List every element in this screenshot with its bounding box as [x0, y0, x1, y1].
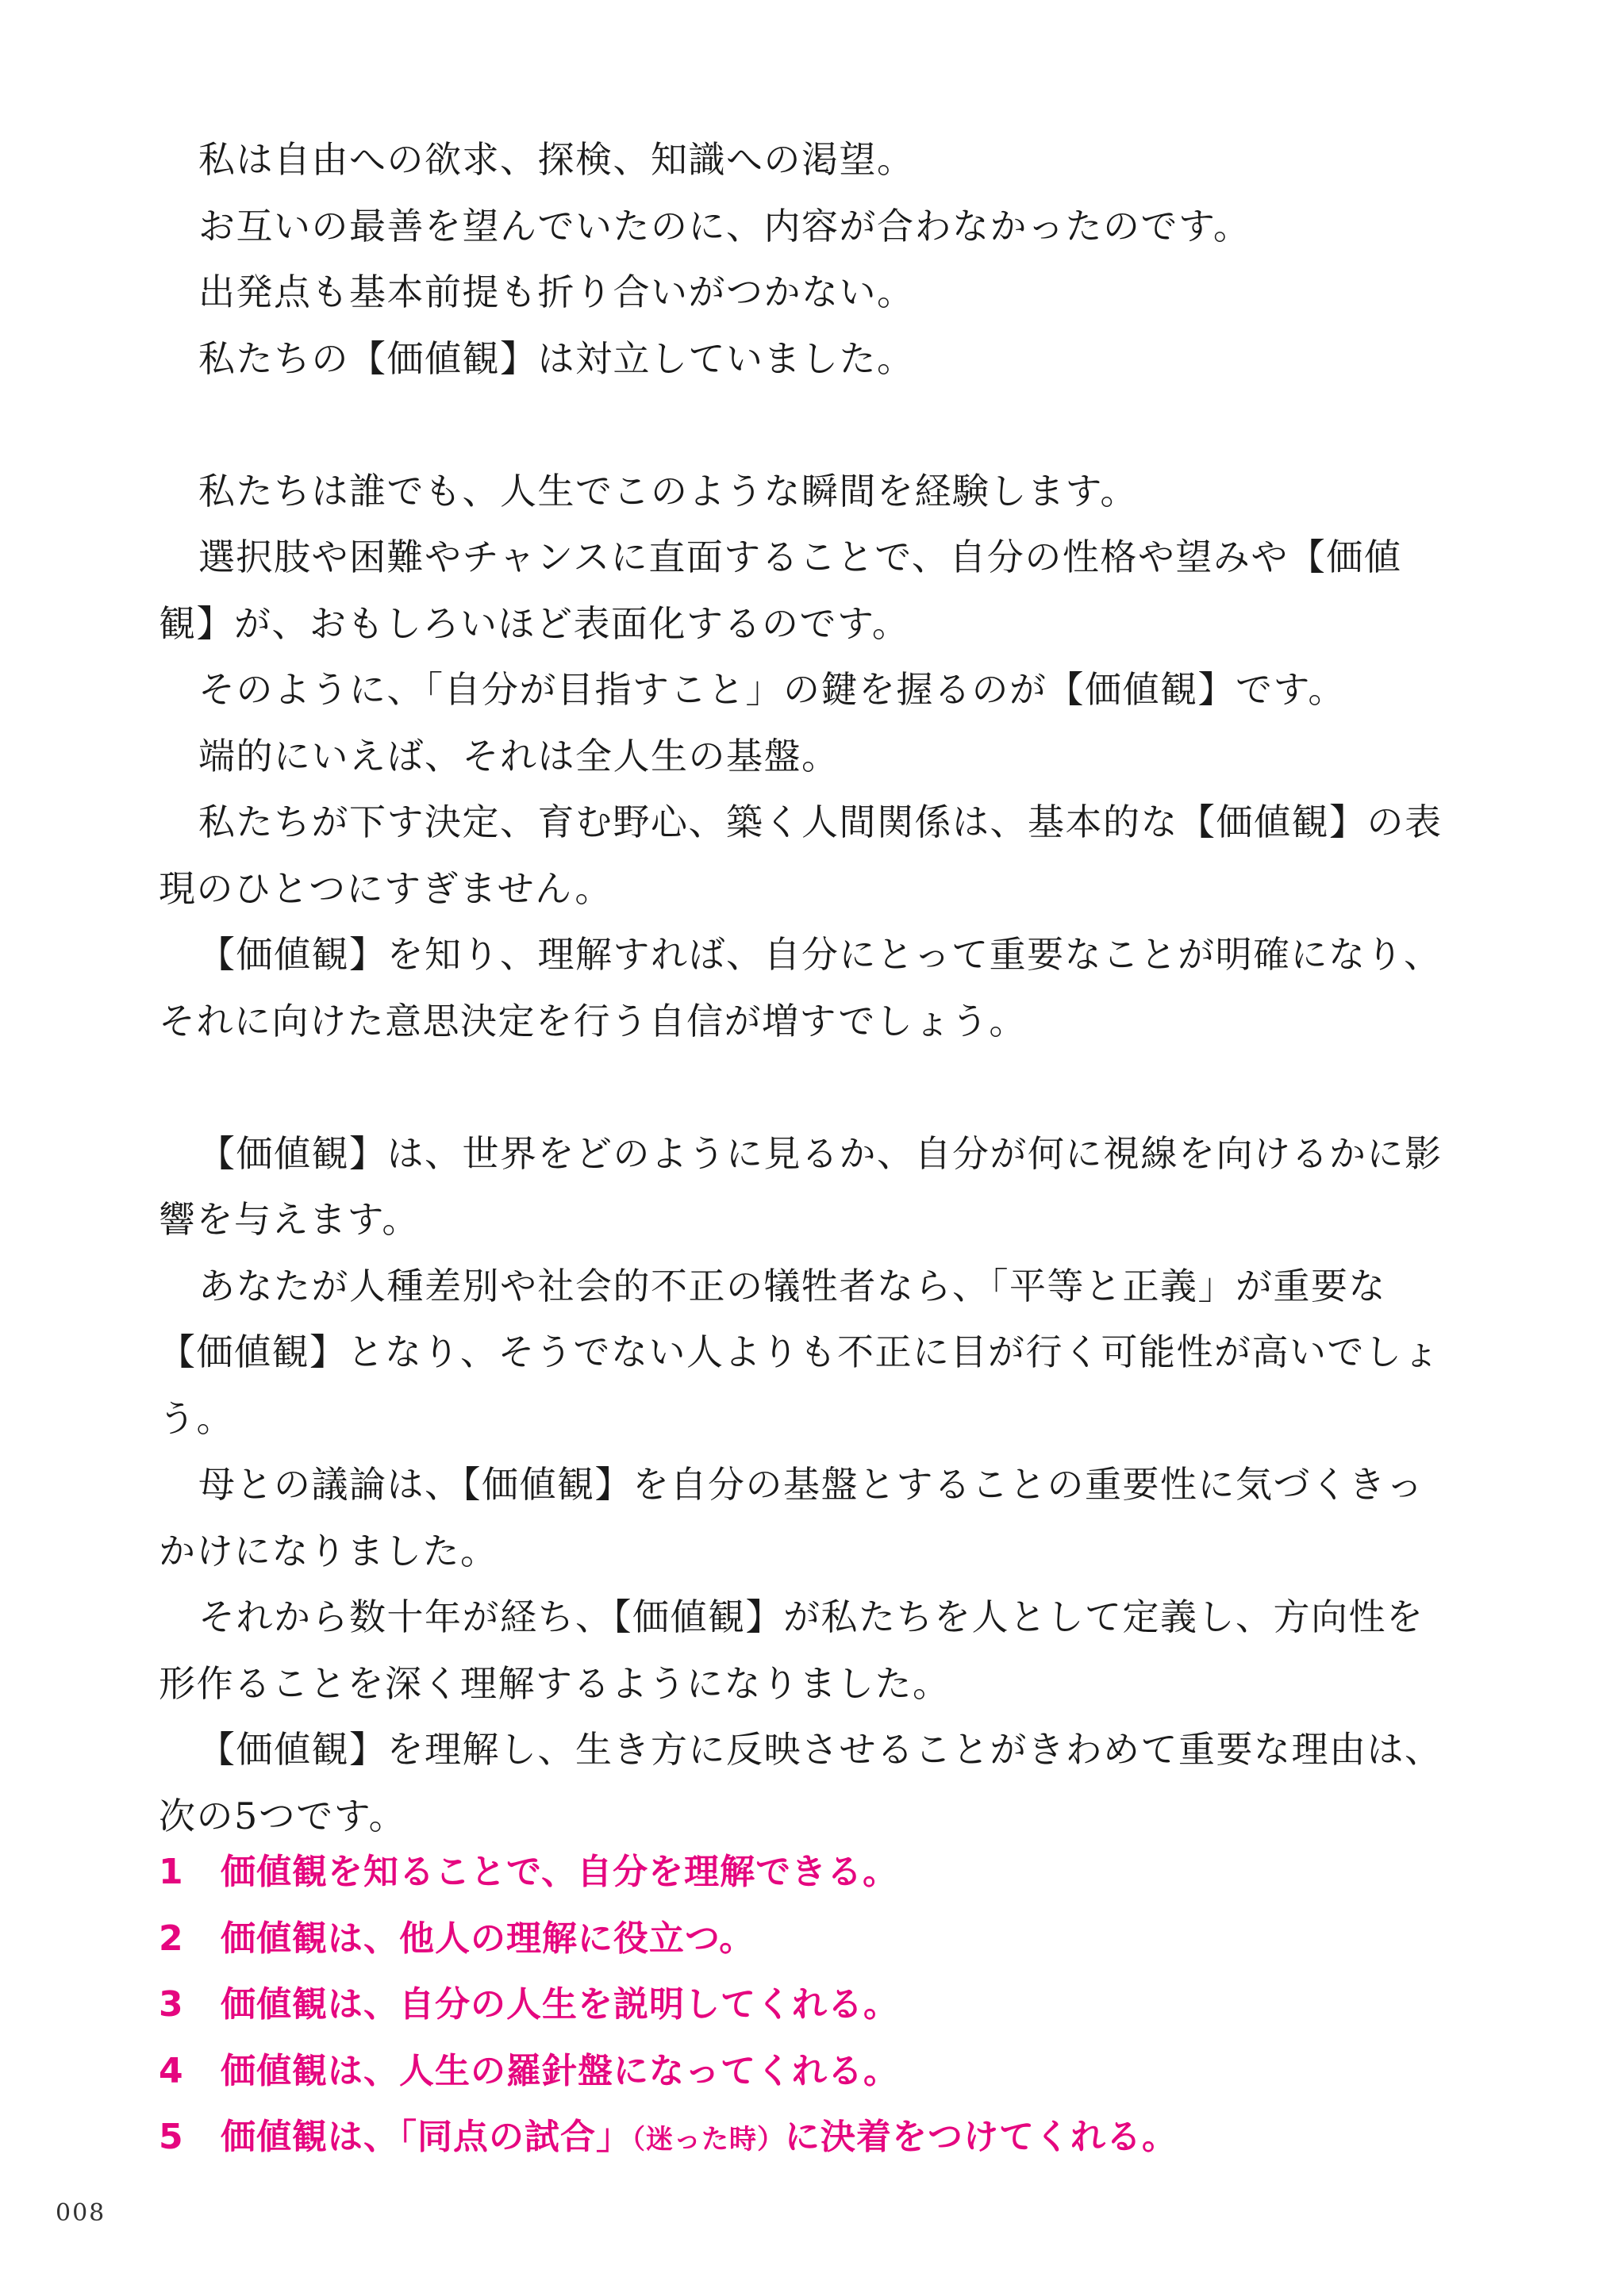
paragraph: 出発点も基本前提も折り合いがつかない。: [198, 271, 915, 313]
list-item: [159, 1906, 1460, 1972]
reason-number: 2: [159, 1918, 184, 1959]
paragraph: 【価値観】は、世界をどのように見るか、自分が何に視線を向けるかに影響を与えます。: [159, 1131, 1443, 1241]
paragraph: 私は自由への欲求、探検、知識への渇望。: [198, 138, 915, 181]
paragraph: 端的にいえば、それは全人生の基盤。: [198, 734, 840, 777]
reason-number: 1: [159, 1852, 184, 1892]
list-item: [159, 1972, 1460, 2038]
list-item: [159, 1839, 1460, 1906]
reason-number: 3: [159, 1984, 184, 2025]
page-number: 008: [56, 2199, 106, 2227]
reason-text-after: に決着をつけてくれる。: [785, 2117, 1178, 2157]
paragraph: お互いの最善を望んでいたのに、内容が合わなかったのです。: [198, 204, 1251, 248]
paragraph: あなたが人種差別や社会的不正の犠牲者なら、「平等と正義」が重要な【価値観】となり、そうでない人よりも不正に目が行く可能性が高いでしょう。: [159, 1264, 1440, 1440]
paragraph: 【価値観】を理解し、生き方に反映させることがきわめて重要な理由は、次の5つです。: [159, 1728, 1443, 1837]
paragraph: 私たちは誰でも、人生でこのような瞬間を経験します。: [198, 469, 1138, 513]
list-item: [159, 2104, 1460, 2174]
paragraph: そのように、「自分が目指すこと」の鍵を握るのが【価値観】です。: [198, 668, 1346, 711]
reason-text: 価値観は、「同点の試合」: [221, 2117, 632, 2157]
list-item: [159, 2038, 1460, 2105]
paragraph: 母との議論は、【価値観】を自分の基盤とすることの重要性に気づくきっかけになりました。: [159, 1463, 1424, 1572]
reason-text: 価値観を知ることで、自分を理解できる。: [221, 1852, 899, 1892]
reason-text: 価値観は、他人の理解に役立つ。: [221, 1918, 755, 1959]
reason-number: 4: [159, 2050, 184, 2091]
paragraph: 私たちが下す決定、育む野心、築く人間関係は、基本的な【価値観】の表現のひとつにすぎません。: [159, 801, 1443, 910]
reason-text: 価値観は、人生の羅針盤になってくれる。: [221, 2050, 899, 2091]
paragraph: 【価値観】を知り、理解すれば、自分にとって重要なことが明確になり、それに向けた意思決定を行う自信が増すでしょう。: [159, 933, 1442, 1042]
paragraph-gap: [159, 1054, 1444, 1121]
paragraph-gap: [159, 392, 1444, 459]
paragraph: それから数十年が経ち、【価値観】が私たちを人として定義し、方向性を形作ることを深く理解するようになりました。: [159, 1595, 1424, 1705]
reasons-list: [159, 1839, 1460, 2174]
body-text: [159, 127, 1444, 1849]
paragraph: 選択肢や困難やチャンスに直面することで、自分の性格や望みや【価値観】が、おもしろいほど表面化するのです。: [159, 536, 1402, 645]
paragraph: 私たちの【価値観】は対立していました。: [198, 336, 915, 380]
reason-text: 価値観は、自分の人生を説明してくれる。: [221, 1984, 899, 2025]
reason-number: 5: [159, 2117, 184, 2157]
reason-note: （迷った時）: [632, 2124, 785, 2156]
